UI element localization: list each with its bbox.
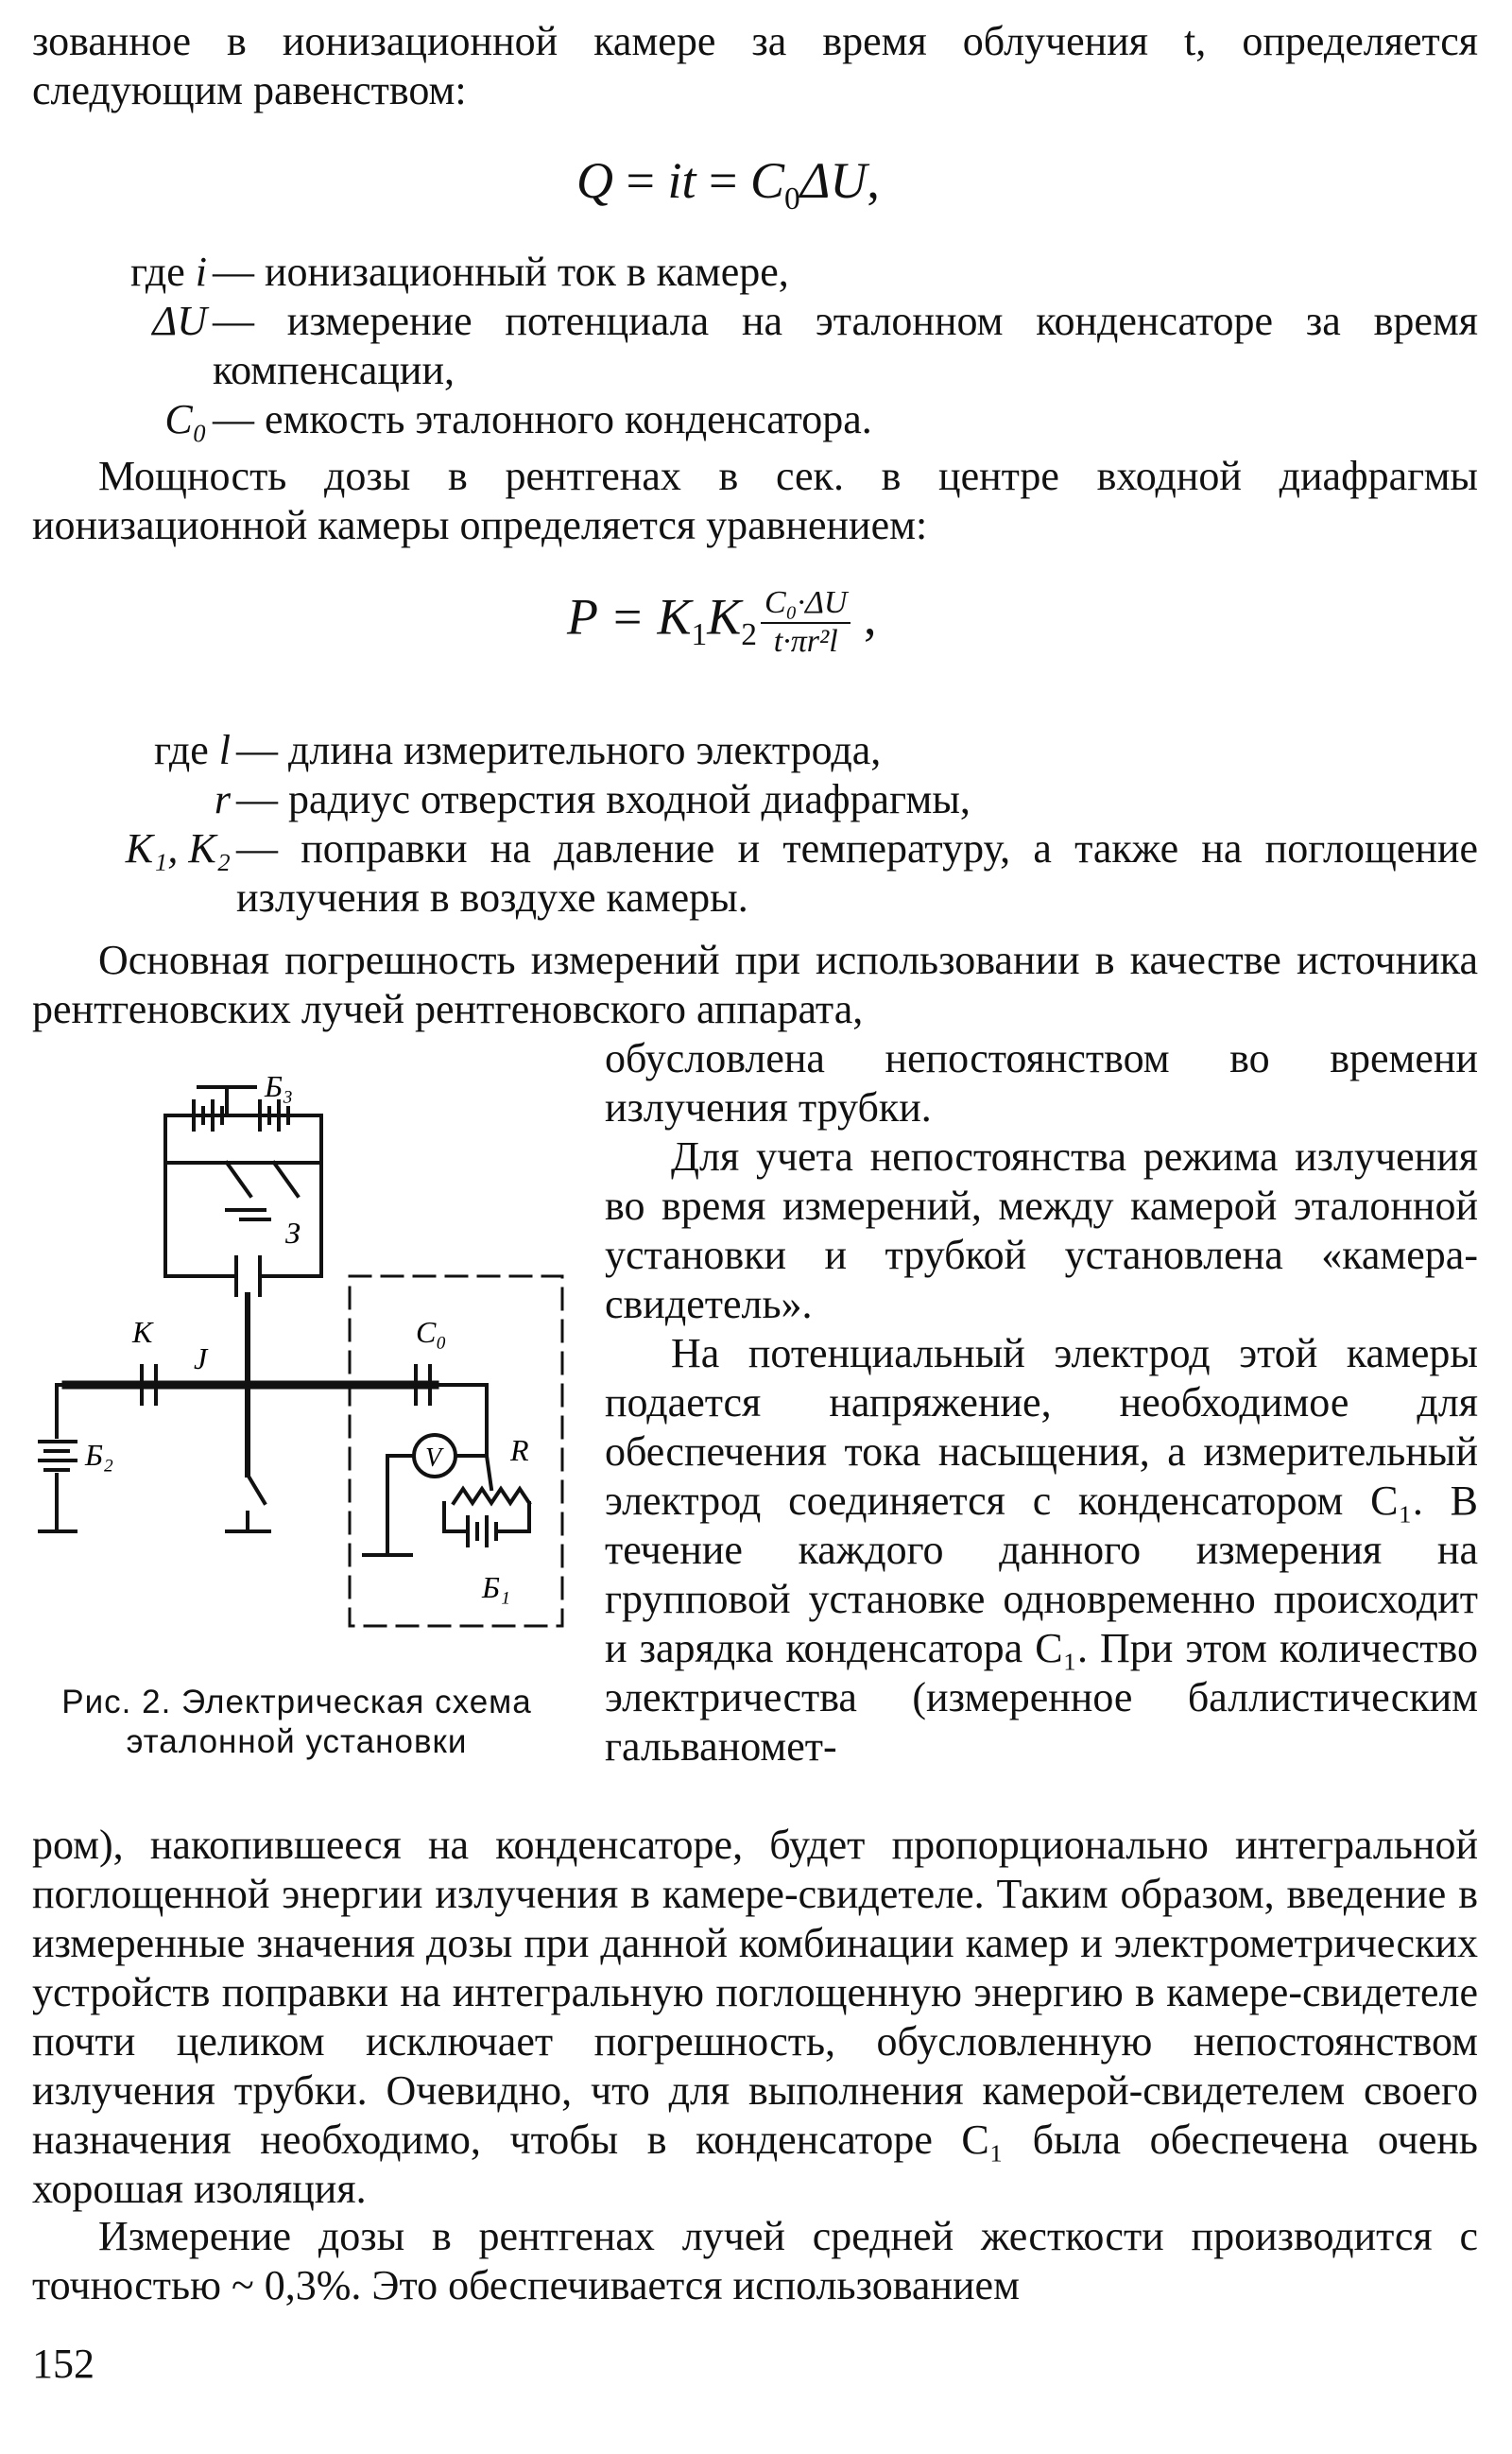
- formula-fraction: [761, 584, 851, 660]
- battery-b1: [468, 1517, 496, 1546]
- wire: [487, 1456, 491, 1489]
- definition-row: [32, 824, 1478, 923]
- label-3: З: [285, 1216, 301, 1250]
- definition-row: [32, 297, 1478, 395]
- battery-b2: [38, 1442, 76, 1470]
- paragraph-power: Мощность дозы в рентгенах в сек. в центре входной диафрагмы ионизационной камеры определяется уравнением:: [32, 453, 1478, 548]
- definition-text: — поправки на давление и температуру, а также на поглощение излучения в воздухе камеры.: [236, 825, 1478, 921]
- switch: [248, 1475, 265, 1503]
- formula-it: it: [667, 152, 696, 209]
- definition-text: — радиус отверстия входной диафрагмы,: [236, 776, 971, 822]
- paragraph-electrode: На потенциальный электрод этой камеры подается напряжение, необходимое для обеспечения тока насыщения, а измерительный электрод соединяется с конденсатором C₁. В течение каждого данного измерения на групповой установке одновременно происходит и зарядка конденсатора C₁. При этом количество электричества (измеренное баллистическим гальваномет-: [605, 1330, 1478, 1770]
- definition-text: — ионизационный ток в камере,: [213, 249, 789, 295]
- resistor-r: [454, 1489, 529, 1503]
- fraction-numerator: C₀·ΔU: [761, 584, 851, 624]
- definition-text: — длина измерительного электрода,: [236, 727, 882, 773]
- definition-row: [32, 726, 1478, 775]
- formula-delta-u: ΔU: [799, 152, 868, 209]
- definitions-formula-2: [32, 726, 1478, 923]
- label-k: К: [132, 1315, 153, 1349]
- definition-text: — емкость эталонного конденсатора.: [213, 396, 872, 442]
- paragraph-error: Основная погрешность измерений при использовании в качестве источника рентгеновских лучей рентгеновского аппарата,: [32, 937, 1478, 1032]
- fraction-denominator: t·πr²l: [773, 624, 838, 659]
- label-v: V: [425, 1443, 442, 1473]
- label-b2: Б₂: [85, 1438, 113, 1472]
- definition-symbol: где l: [153, 727, 231, 773]
- formula-c: C: [749, 152, 784, 209]
- definition-symbol: K₁, K₂: [125, 825, 231, 872]
- paragraph-dose: Измерение дозы в рентгенах лучей средней жесткости производится с точностью ~ 0,3%. Это обеспечивается использованием: [32, 2213, 1478, 2308]
- formula-eq: =: [696, 152, 750, 209]
- formula-power: [567, 584, 876, 660]
- switch: [274, 1163, 298, 1196]
- formula-k2: K: [707, 588, 742, 646]
- definition-symbol: где i: [129, 249, 207, 295]
- formula-trail: ,: [867, 152, 880, 209]
- switch: [227, 1163, 250, 1196]
- label-c0: C₀: [416, 1315, 447, 1349]
- formula-charge: [576, 151, 880, 217]
- definition-row: [32, 775, 1478, 824]
- formula-k1-sub: 1: [691, 617, 708, 653]
- definition-symbol: r: [214, 776, 231, 822]
- label-b1: Б₁: [482, 1570, 510, 1604]
- label-j: J: [194, 1341, 208, 1375]
- formula-k2-sub: 2: [741, 617, 757, 653]
- figure-caption: Рис. 2. Электрическая схема эталонной установки: [61, 1684, 532, 1760]
- definition-text: — измерение потенциала на эталонном конденсаторе за время компенсации,: [213, 298, 1478, 393]
- formula-c-sub: 0: [783, 181, 800, 216]
- definitions-formula-1: [32, 248, 1478, 444]
- paragraph-intro: зованное в ионизационной камере за время облучения t, определяется следующим равенством:: [32, 18, 1478, 113]
- formula-trail: ,: [850, 588, 877, 646]
- formula-p-k: P = K: [567, 588, 692, 646]
- paragraph-electrode-cont: ром), накопившееся на конденсаторе, будет пропорционально интегральной поглощенной энергии излучения в камере-свидетеле. Таким образом, введение в измеренные значения дозы при данной комбинации камер и электрометрических устройств поправки на интегральную поглощенную энергию в камере-свидетеле почти целиком исключает погрешность, обусловленную непостоянством излучения трубки. Очевидно, что для выполнения камерой-свидетелем своего назначения необходимо, чтобы в конденсаторе C₁ была обеспечена очень хорошая изоляция.: [32, 1822, 1478, 2212]
- page-number: 152: [32, 2341, 94, 2387]
- label-r: R: [510, 1433, 529, 1467]
- definition-symbol: ΔU: [152, 298, 207, 344]
- definition-symbol: C₀: [164, 396, 207, 442]
- definition-row: [32, 248, 1478, 297]
- paragraph-error-cont: обусловлена непостоянством во времени излучения трубки.: [605, 1035, 1478, 1131]
- label-b3: Б₃: [265, 1069, 293, 1103]
- paragraph-witness: Для учета непостоянства режима излучения во время измерений, между камерой эталонной установки и трубкой установлена «камера-свидетель».: [605, 1133, 1478, 1327]
- formula-eq: =: [613, 152, 668, 209]
- formula-q: Q: [576, 152, 613, 209]
- circuit-diagram: [38, 1059, 586, 1645]
- definition-row: [32, 395, 1478, 444]
